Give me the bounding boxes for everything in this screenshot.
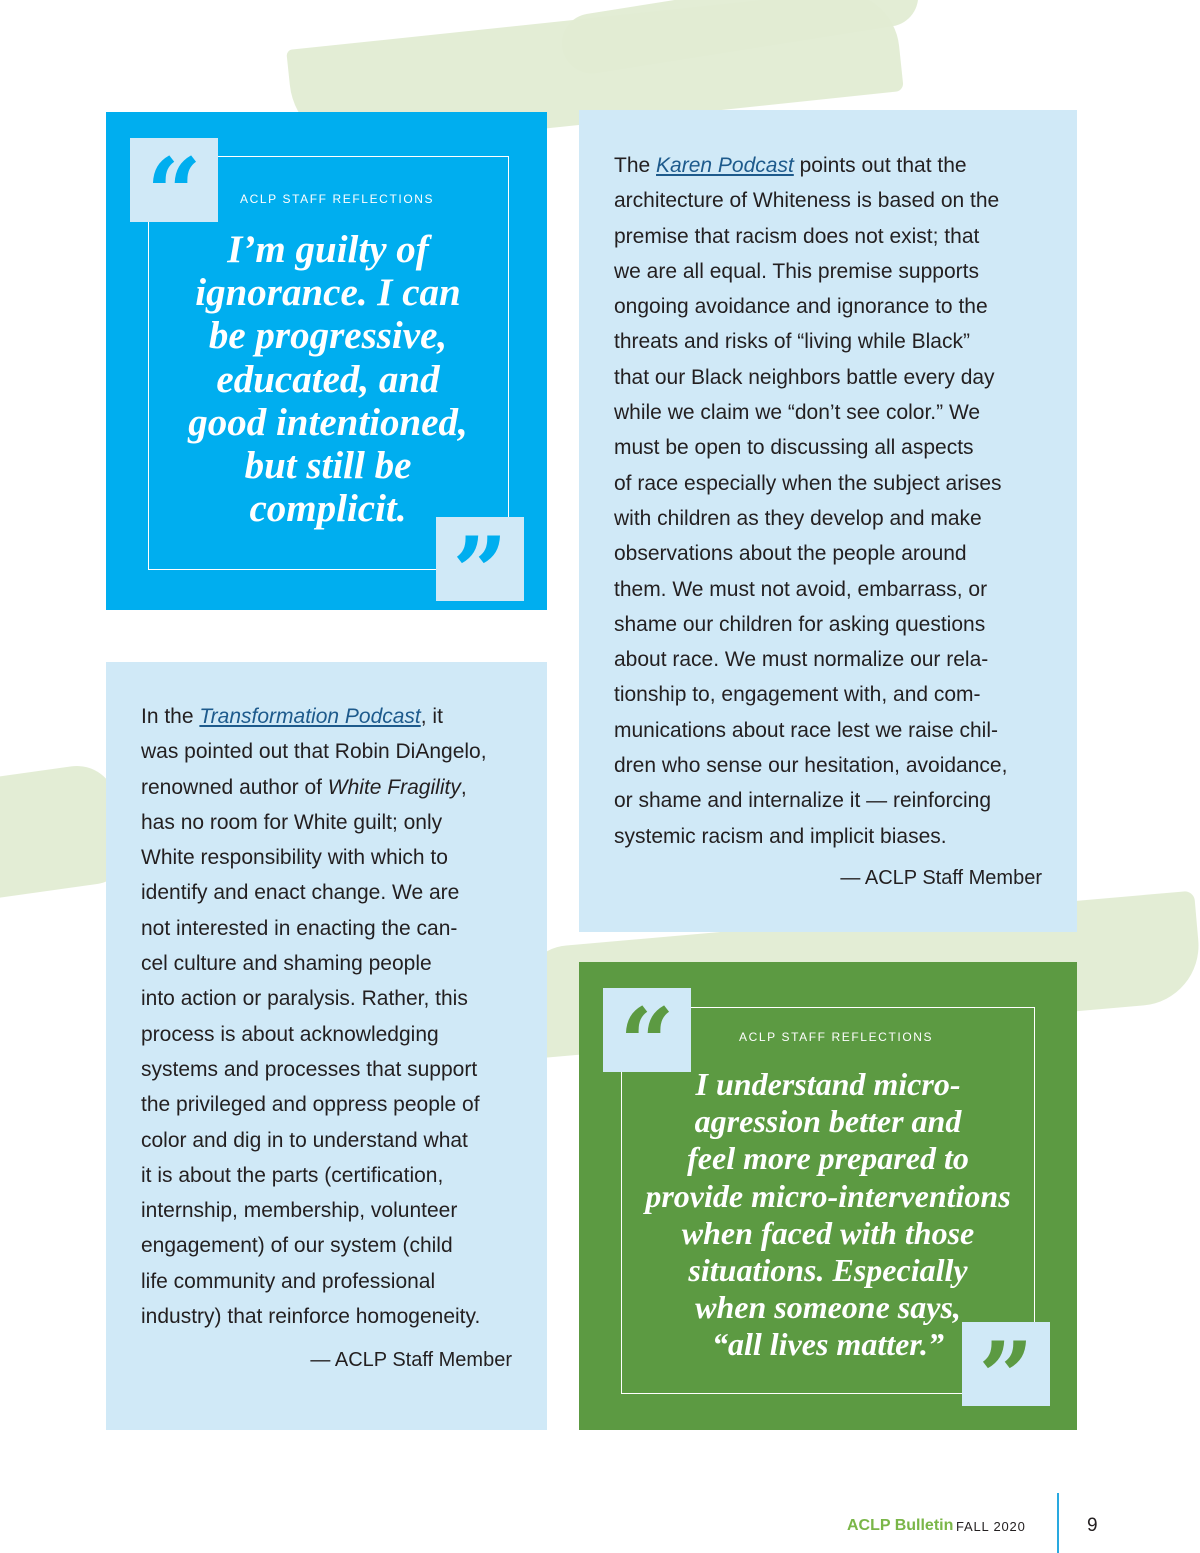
text-line: into action or paralysis. Rather, this	[141, 987, 468, 1011]
quote-line: complicit.	[249, 487, 407, 531]
pull-quote-panel-blue	[106, 112, 547, 629]
text-line: of race especially when the subject arises	[614, 471, 1002, 495]
text-line: we are all equal. This premise supports	[614, 259, 979, 283]
text-line: not interested in enacting the can-	[141, 916, 458, 940]
transformation-attribution: — ACLP Staff Member	[310, 1349, 512, 1371]
text-line: renowned author of White Fragility,	[141, 775, 467, 799]
text-line: munications about race lest we raise chil-	[614, 718, 999, 742]
footer-season: FALL 2020	[956, 1519, 1026, 1534]
text-line: architecture of Whiteness is based on the	[614, 189, 1000, 213]
section-label: ACLP STAFF REFLECTIONS	[739, 1030, 934, 1044]
quote-line: I’m guilty of	[227, 228, 429, 271]
pull-quote-text	[168, 228, 488, 530]
text-line: premise that racism does not exist; that	[614, 224, 980, 248]
footer-divider	[1057, 1493, 1059, 1553]
text-line: In the Transformation Podcast, it	[141, 705, 443, 728]
quote-line: educated, and	[216, 357, 440, 401]
text-line: dren who sense our hesitation, avoidance,	[614, 754, 1008, 778]
text-line: has no room for White guilt; only	[141, 810, 443, 834]
section-label: ACLP STAFF REFLECTIONS	[240, 192, 435, 206]
text-line: with children as they develop and make	[614, 506, 982, 530]
book-title: White Fragility	[327, 775, 461, 799]
quote-line: agression better and	[694, 1103, 962, 1140]
karen-attribution: — ACLP Staff Member	[840, 867, 1042, 889]
text-line: cel culture and shaming people	[141, 952, 432, 976]
text-line: observations about the people around	[614, 542, 967, 566]
quote-line: provide micro-interventions	[645, 1177, 1011, 1214]
quote-line: “all lives matter.”	[712, 1326, 944, 1363]
pull-quote-panel-green	[579, 962, 1077, 1434]
text-line: White responsibility with which to	[141, 846, 448, 870]
quote-line: situations. Especially	[688, 1252, 968, 1289]
karen-podcast-panel	[579, 110, 1077, 932]
quote-line: but still be	[244, 444, 412, 488]
text-line: industry) that reinforce homogeneity.	[141, 1305, 481, 1329]
transformation-podcast-panel	[106, 662, 547, 1430]
text-line: systemic racism and implicit biases.	[614, 824, 947, 848]
page-number: 9	[1087, 1515, 1098, 1536]
quote-line: feel more prepared to	[687, 1140, 969, 1177]
text-line: engagement) of our system (child	[141, 1234, 453, 1258]
text-line: about race. We must normalize our rela-	[614, 648, 989, 672]
text-line: threats and risks of “living while Black”	[614, 330, 970, 354]
pull-quote-text	[623, 1066, 1033, 1364]
text-line: systems and processes that support	[141, 1057, 478, 1081]
open-quote-icon: “	[130, 138, 218, 222]
karen-podcast-link[interactable]: Karen Podcast	[656, 154, 794, 177]
text-line: shame our children for asking questions	[614, 612, 986, 636]
text-line: identify and enact change. We are	[141, 881, 460, 905]
text-line: The Karen Podcast points out that the	[614, 154, 967, 177]
transformation-podcast-text	[141, 699, 536, 1334]
text-line: life community and professional	[141, 1269, 436, 1293]
text-line: process is about acknowledging	[141, 1022, 439, 1046]
quote-line: be progressive,	[208, 314, 448, 358]
text-line: while we claim we “don’t see color.” We	[614, 401, 981, 425]
quote-line: ignorance. I can	[195, 271, 461, 315]
text-line: must be open to discussing all aspects	[614, 436, 974, 460]
text-line: color and dig in to understand what	[141, 1128, 468, 1152]
open-quote-icon: “	[603, 988, 691, 1072]
text-line: was pointed out that Robin DiAngelo,	[141, 740, 487, 764]
close-quote-icon: ”	[962, 1322, 1050, 1406]
text-line: that our Black neighbors battle every day	[614, 365, 995, 389]
text-line: ongoing avoidance and ignorance to the	[614, 295, 988, 319]
text-line: it is about the parts (certification,	[141, 1163, 444, 1187]
quote-line: good intentioned,	[188, 400, 468, 444]
text-line: them. We must not avoid, embarrass, or	[614, 577, 988, 601]
quote-line: I understand micro-	[695, 1066, 961, 1102]
quote-line: when someone says,	[695, 1289, 961, 1326]
quote-line: when faced with those	[681, 1214, 975, 1251]
footer-publication: ACLP Bulletin	[847, 1517, 954, 1534]
close-quote-icon: ”	[436, 517, 524, 601]
text-line: internship, membership, volunteer	[141, 1199, 458, 1223]
transformation-podcast-link[interactable]: Transformation Podcast	[199, 705, 421, 728]
text-line: the privileged and oppress people of	[141, 1093, 480, 1117]
karen-podcast-text	[614, 148, 1064, 854]
text-line: or shame and internalize it — reinforcing	[614, 789, 992, 813]
text-line: tionship to, engagement with, and com-	[614, 683, 981, 707]
